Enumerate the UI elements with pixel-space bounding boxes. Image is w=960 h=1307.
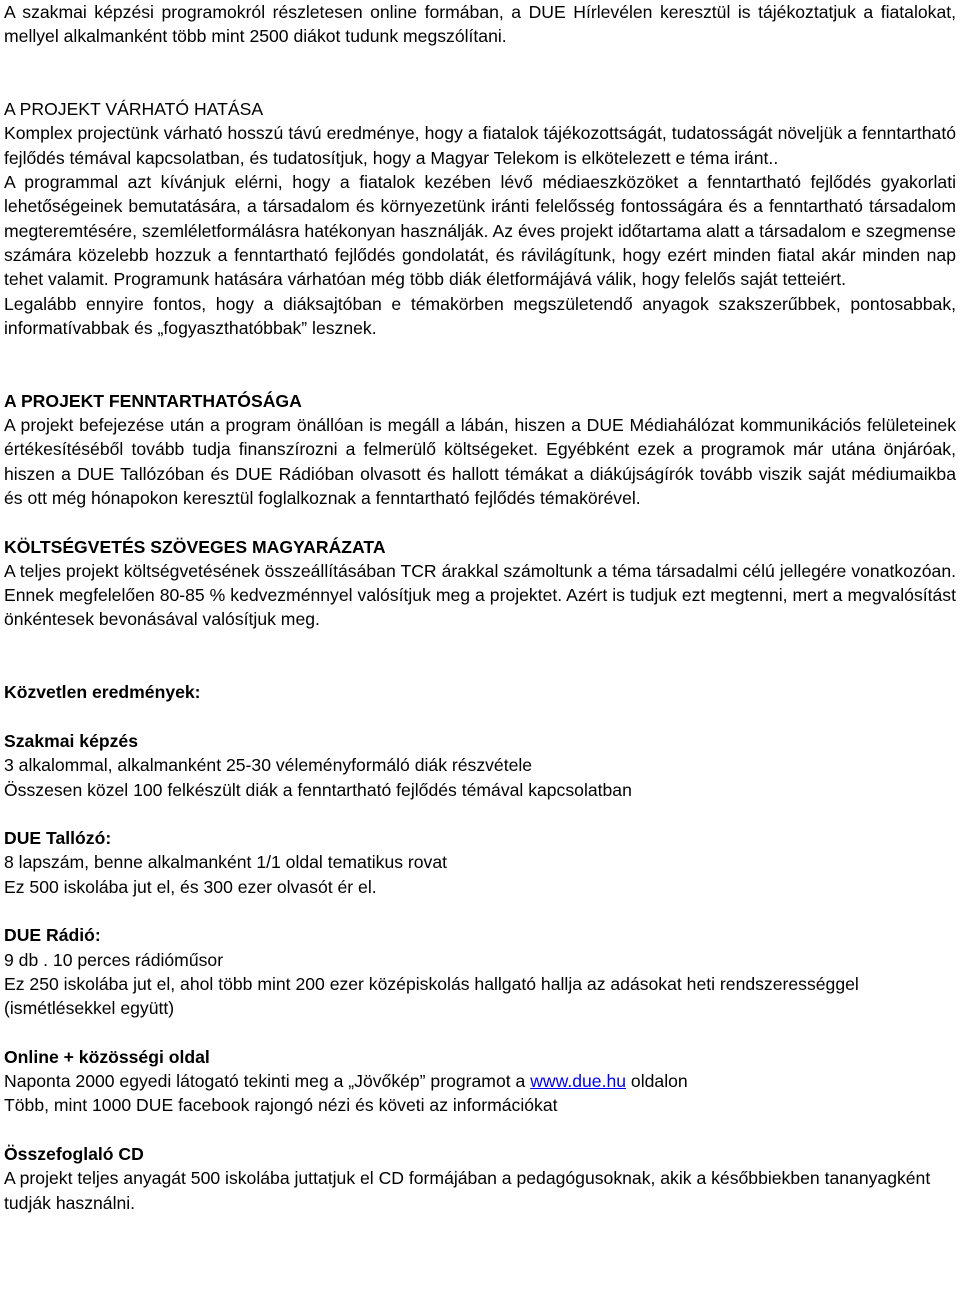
spacer — [4, 899, 956, 923]
spacer — [4, 340, 956, 389]
online-line-1-text: Naponta 2000 egyedi látogató tekinti meg a „Jövőkép” programot a — [4, 1071, 531, 1092]
impact-paragraph-1: Komplex projectünk várható hosszú távú eredménye, hogy a fiatalok tájékozottságát, tudatosságát növeljük a fenntartható fejlődés témával kapcsolatban, és tudatosítjuk, hogy a Magyar Telekom is elkötelezett e téma iránt.. — [4, 123, 956, 168]
online-line-1-suffix: oldalon — [626, 1071, 688, 1092]
spacer — [4, 632, 956, 681]
impact-paragraph-2: A programmal azt kívánjuk elérni, hogy a fiatalok kezében lévő médiaeszközöket a fenntartható fejlődés gyakorlati lehetőségeinek bemutatására, a társadalom és környezetünk iránti felelősség fontosságára és a fenntartható társadalom megteremtésére, szemléletformálásra hatékonyan használják. Az éves projekt időtartama alatt a társadalom e szegmense számára közelebb hozzuk a fenntartható fejlődés gondolatát, és rávilágítunk, hogy ezért minden fiatal akár minden nap tehet valamit. Programunk hatására várhatóan még több diák életformájává válik, hogy felelős saját tetteiért. — [4, 172, 956, 290]
online-line-2: Több, mint 1000 DUE facebook rajongó nézi és követi az információkat — [4, 1095, 558, 1116]
online-title: Online + közösségi oldal — [4, 1046, 210, 1067]
budget-heading: KÖLTSÉGVETÉS SZÖVEGES MAGYARÁZATA — [4, 536, 386, 557]
budget-paragraph: A teljes projekt költségvetésének összeállításában TCR árakkal számoltunk a téma társadalmi célú jellegére vonatkozóan. Ennek megfelelően 80-85 % kedvezménnyel valósítjuk meg a projektet. Azért is tudjuk ezt megtenni, mert a megvalósítást önkéntesek bevonásával valósítjuk meg. — [4, 560, 956, 630]
sustainability-paragraph: A projekt befejezése után a program önállóan is megáll a lábán, hiszen a DUE Médiahálózat kommunikációs felületeinek értékesítéséből tovább tudja finanszírozni a felmerülő költségeket. Egyébként ezek a programok már utána önjáróak, hiszen a DUE Tallózóban és DUE Rádióban olvasott és hallott témákat a diákújságírók tovább viszik saját médiumaikba és ott még hónapokon keresztül foglalkoznak a fenntartható fejlődés témakörével. — [4, 415, 956, 508]
impact-heading: A PROJEKT VÁRHATÓ HATÁSA — [4, 99, 264, 120]
impact-paragraph-3: Legalább ennyire fontos, hogy a diáksajtóban e témakörben megszületendő anyagok szakszerűbbek, pontosabbak, informatívabbak és „fogyaszthatóbbak” lesznek. — [4, 293, 956, 338]
spacer — [4, 1118, 956, 1142]
radio-title: DUE Rádió: — [4, 925, 101, 946]
sustainability-heading: A PROJEKT FENNTARTHATÓSÁGA — [4, 390, 302, 411]
tallozo-line-2: Ez 500 iskolába jut el, és 300 ezer olvasót ér el. — [4, 876, 377, 897]
online-line-1 — [4, 1069, 956, 1093]
due-website-link[interactable]: www.due.hu — [530, 1071, 627, 1092]
spacer — [4, 802, 956, 826]
intro-paragraph: A szakmai képzési programokról részletesen online formában, a DUE Hírlevélen keresztül is tájékoztatjuk a fiatalokat, mellyel alkalmanként több mint 2500 diákot tudunk megszólítani. — [4, 2, 956, 47]
radio-line-1: 9 db . 10 perces rádióműsor — [4, 949, 224, 970]
results-heading: Közvetlen eredmények: — [4, 682, 201, 703]
training-line-2: Összesen közel 100 felkészült diák a fenntartható fejlődés témával kapcsolatban — [4, 779, 632, 800]
spacer — [4, 1020, 956, 1044]
training-title: Szakmai képzés — [4, 730, 138, 751]
document-page — [4, 0, 956, 1215]
cd-title: Összefoglaló CD — [4, 1143, 144, 1164]
tallozo-line-1: 8 lapszám, benne alkalmanként 1/1 oldal tematikus rovat — [4, 852, 448, 873]
spacer — [4, 705, 956, 729]
training-line-1: 3 alkalommal, alkalmanként 25-30 véleményformáló diák részvétele — [4, 755, 533, 776]
cd-line-1: A projekt teljes anyagát 500 iskolába juttatjuk el CD formájában a pedagógusoknak, akik a későbbiekben tananyagként tudják használni. — [4, 1168, 931, 1213]
radio-line-2: Ez 250 iskolába jut el, ahol több mint 200 ezer középiskolás hallgató hallja az adásokat heti rendszerességgel (ismétlésekkel együtt) — [4, 973, 859, 1019]
spacer — [4, 49, 956, 98]
tallozo-title: DUE Tallózó: — [4, 828, 112, 849]
spacer — [4, 510, 956, 534]
